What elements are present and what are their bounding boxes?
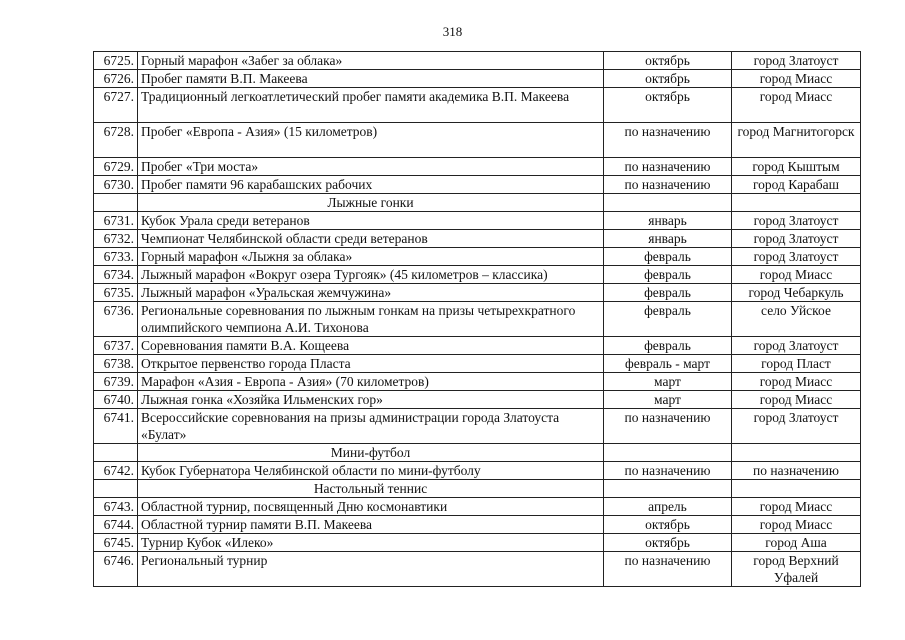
table-row	[94, 230, 861, 248]
section-row	[94, 194, 861, 212]
event-date: октябрь	[604, 70, 732, 88]
table-row	[94, 498, 861, 516]
event-number: 6737.	[94, 337, 138, 355]
event-number: 6725.	[94, 52, 138, 70]
event-name: Региональные соревнования по лыжным гонкам на призы четырехкратного олимпийского чемпиона А.И. Тихонова	[138, 302, 604, 337]
event-name: Горный марафон «Забег за облака»	[138, 52, 604, 70]
event-name: Региональный турнир	[138, 552, 604, 587]
section-row	[94, 480, 861, 498]
table-row	[94, 88, 861, 123]
events-table	[93, 51, 861, 587]
event-date: по назначению	[604, 123, 732, 158]
event-date: февраль	[604, 284, 732, 302]
event-name: Чемпионат Челябинской области среди ветеранов	[138, 230, 604, 248]
event-date: март	[604, 391, 732, 409]
event-name: Пробег «Три моста»	[138, 158, 604, 176]
event-number: 6736.	[94, 302, 138, 337]
event-place: город Карабаш	[732, 176, 861, 194]
event-date: март	[604, 373, 732, 391]
event-place: город Миасс	[732, 70, 861, 88]
event-number: 6733.	[94, 248, 138, 266]
events-table-body	[94, 52, 861, 587]
event-place: город Златоуст	[732, 212, 861, 230]
event-name: Лыжный марафон «Вокруг озера Тургояк» (45 километров – классика)	[138, 266, 604, 284]
table-row	[94, 284, 861, 302]
event-number: 6728.	[94, 123, 138, 158]
event-number: 6739.	[94, 373, 138, 391]
event-number: 6730.	[94, 176, 138, 194]
event-date: октябрь	[604, 52, 732, 70]
event-date: октябрь	[604, 88, 732, 123]
event-place: город Чебаркуль	[732, 284, 861, 302]
event-number: 6729.	[94, 158, 138, 176]
event-number: 6741.	[94, 409, 138, 444]
event-number: 6734.	[94, 266, 138, 284]
event-date: по назначению	[604, 176, 732, 194]
event-date: по назначению	[604, 158, 732, 176]
event-name: Пробег памяти В.П. Макеева	[138, 70, 604, 88]
section-date-cell	[604, 444, 732, 462]
table-row	[94, 462, 861, 480]
event-place: город Златоуст	[732, 52, 861, 70]
table-row	[94, 516, 861, 534]
table-row	[94, 391, 861, 409]
section-num-cell	[94, 444, 138, 462]
event-number: 6732.	[94, 230, 138, 248]
event-place: город Златоуст	[732, 409, 861, 444]
event-number: 6726.	[94, 70, 138, 88]
event-number: 6738.	[94, 355, 138, 373]
section-num-cell	[94, 194, 138, 212]
event-date: по назначению	[604, 409, 732, 444]
event-number: 6742.	[94, 462, 138, 480]
table-row	[94, 534, 861, 552]
table-row	[94, 123, 861, 158]
event-name: Областной турнир памяти В.П. Макеева	[138, 516, 604, 534]
event-name: Соревнования памяти В.А. Кощеева	[138, 337, 604, 355]
event-place: город Миасс	[732, 88, 861, 123]
page-number: 318	[442, 24, 463, 39]
section-place-cell	[732, 194, 861, 212]
event-date: по назначению	[604, 462, 732, 480]
event-number: 6743.	[94, 498, 138, 516]
event-place: город Миасс	[732, 266, 861, 284]
table-row	[94, 176, 861, 194]
event-place: город Миасс	[732, 516, 861, 534]
event-date: февраль - март	[604, 355, 732, 373]
event-name: Кубок Урала среди ветеранов	[138, 212, 604, 230]
table-row	[94, 266, 861, 284]
section-row	[94, 444, 861, 462]
table-row	[94, 355, 861, 373]
table-row	[94, 409, 861, 444]
event-place: город Златоуст	[732, 230, 861, 248]
table-row	[94, 248, 861, 266]
event-date: октябрь	[604, 534, 732, 552]
event-place: город Верхний Уфалей	[732, 552, 861, 587]
section-date-cell	[604, 194, 732, 212]
event-name: Лыжная гонка «Хозяйка Ильменских гор»	[138, 391, 604, 409]
section-title: Настольный теннис	[138, 480, 604, 498]
table-row	[94, 373, 861, 391]
event-date: январь	[604, 212, 732, 230]
event-name: Открытое первенство города Пласта	[138, 355, 604, 373]
event-date: апрель	[604, 498, 732, 516]
section-title: Мини-футбол	[138, 444, 604, 462]
event-place: город Миасс	[732, 373, 861, 391]
table-row	[94, 158, 861, 176]
event-place: город Магнитогорск	[732, 123, 861, 158]
event-number: 6744.	[94, 516, 138, 534]
event-name: Кубок Губернатора Челябинской области по мини-футболу	[138, 462, 604, 480]
event-name: Марафон «Азия - Европа - Азия» (70 километров)	[138, 373, 604, 391]
section-date-cell	[604, 480, 732, 498]
event-name: Традиционный легкоатлетический пробег памяти академика В.П. Макеева	[138, 88, 604, 123]
table-row	[94, 212, 861, 230]
event-name: Турнир Кубок «Илеко»	[138, 534, 604, 552]
event-place: город Пласт	[732, 355, 861, 373]
event-place: город Миасс	[732, 391, 861, 409]
event-number: 6735.	[94, 284, 138, 302]
event-date: февраль	[604, 302, 732, 337]
event-date: февраль	[604, 266, 732, 284]
section-place-cell	[732, 480, 861, 498]
event-place: город Аша	[732, 534, 861, 552]
event-name: Горный марафон «Лыжня за облака»	[138, 248, 604, 266]
table-row	[94, 302, 861, 337]
table-row	[94, 70, 861, 88]
event-number: 6727.	[94, 88, 138, 123]
table-row	[94, 52, 861, 70]
event-date: февраль	[604, 248, 732, 266]
section-place-cell	[732, 444, 861, 462]
event-date: февраль	[604, 337, 732, 355]
event-number: 6745.	[94, 534, 138, 552]
table-row	[94, 552, 861, 587]
event-name: Областной турнир, посвященный Дню космонавтики	[138, 498, 604, 516]
event-date: октябрь	[604, 516, 732, 534]
event-number: 6740.	[94, 391, 138, 409]
section-num-cell	[94, 480, 138, 498]
event-place: город Кыштым	[732, 158, 861, 176]
event-place: город Златоуст	[732, 248, 861, 266]
table-row	[94, 337, 861, 355]
event-name: Лыжный марафон «Уральская жемчужина»	[138, 284, 604, 302]
event-place: город Златоуст	[732, 337, 861, 355]
event-place: село Уйское	[732, 302, 861, 337]
event-number: 6731.	[94, 212, 138, 230]
event-date: январь	[604, 230, 732, 248]
event-date: по назначению	[604, 552, 732, 587]
event-place: город Миасс	[732, 498, 861, 516]
event-name: Пробег «Европа - Азия» (15 километров)	[138, 123, 604, 158]
event-name: Всероссийские соревнования на призы администрации города Златоуста «Булат»	[138, 409, 604, 444]
section-title: Лыжные гонки	[138, 194, 604, 212]
event-place: по назначению	[732, 462, 861, 480]
event-name: Пробег памяти 96 карабашских рабочих	[138, 176, 604, 194]
event-number: 6746.	[94, 552, 138, 587]
